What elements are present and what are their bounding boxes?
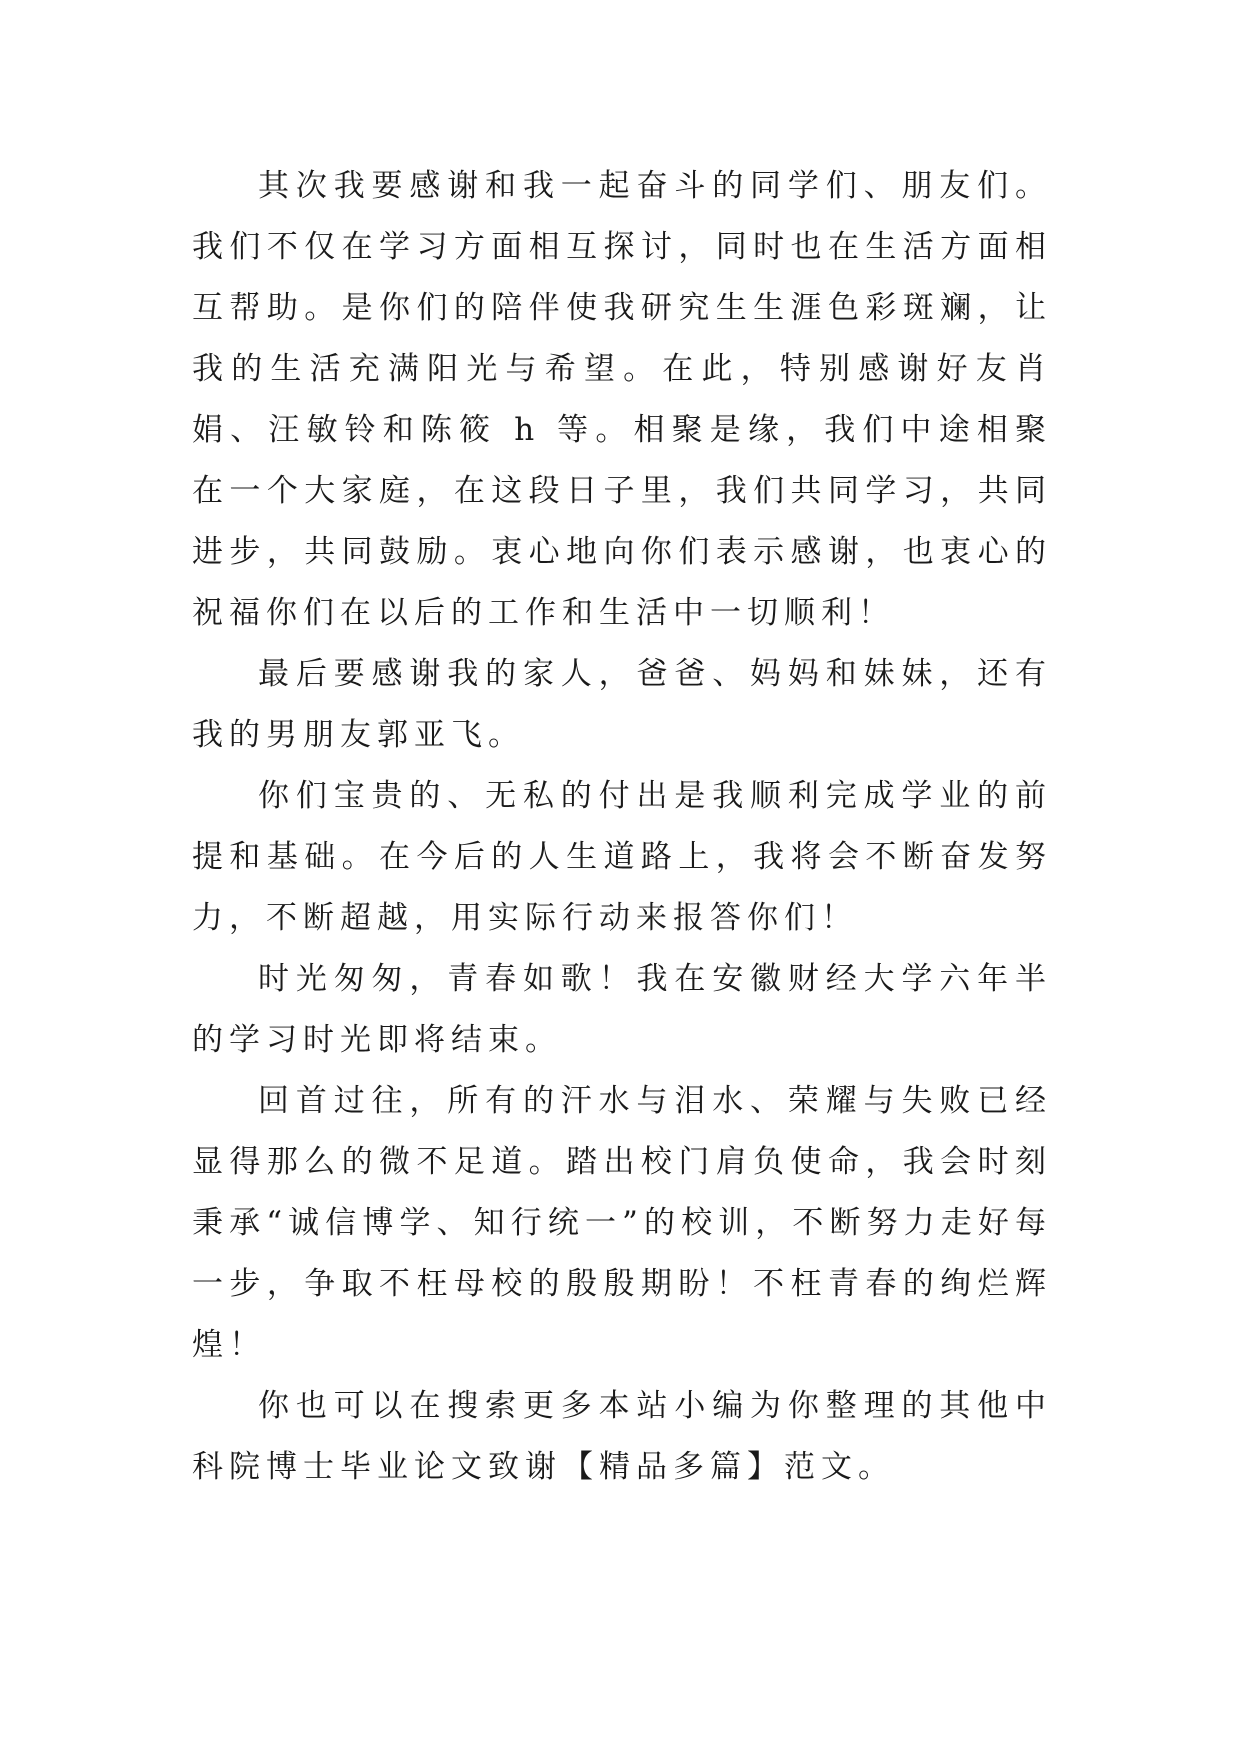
- paragraph-dedication: 你们宝贵的、无私的付出是我顺利完成学业的前提和基础。在今后的人生道路上，我将会不断奋发努力，不断超越，用实际行动来报答你们！: [192, 778, 1052, 936]
- paragraph-looking-back: 回首过往，所有的汗水与泪水、荣耀与失败已经显得那么的微不足道。踏出校门肩负使命，我会时刻秉承“诚信博学、知行统一”的校训，不断努力走好每一步，争取不枉母校的殷殷期盼！不枉青春的绚烂辉煌！: [192, 1083, 1052, 1363]
- paragraph-more-samples: 你也可以在搜索更多本站小编为你整理的其他中科院博士毕业论文致谢【精品多篇】范文。: [192, 1388, 1052, 1485]
- paragraph-thanks-family: 最后要感谢我的家人，爸爸、妈妈和妹妹，还有我的男朋友郭亚飞。: [192, 656, 1052, 753]
- document-body: [192, 156, 1052, 1498]
- paragraph-time-passing: 时光匆匆，青春如歌！我在安徽财经大学六年半的学习时光即将结束。: [192, 961, 1052, 1058]
- paragraph-thanks-classmates: 其次我要感谢和我一起奋斗的同学们、朋友们。我们不仅在学习方面相互探讨，同时也在生活方面相互帮助。是你们的陪伴使我研究生生涯色彩斑斓，让我的生活充满阳光与希望。在此，特别感谢好友肖娟、汪敏铃和陈筱 h 等。相聚是缘，我们中途相聚在一个大家庭，在这段日子里，我们共同学习，共同进步，共同鼓励。衷心地向你们表示感谢，也衷心的祝福你们在以后的工作和生活中一切顺利！: [192, 168, 1052, 631]
